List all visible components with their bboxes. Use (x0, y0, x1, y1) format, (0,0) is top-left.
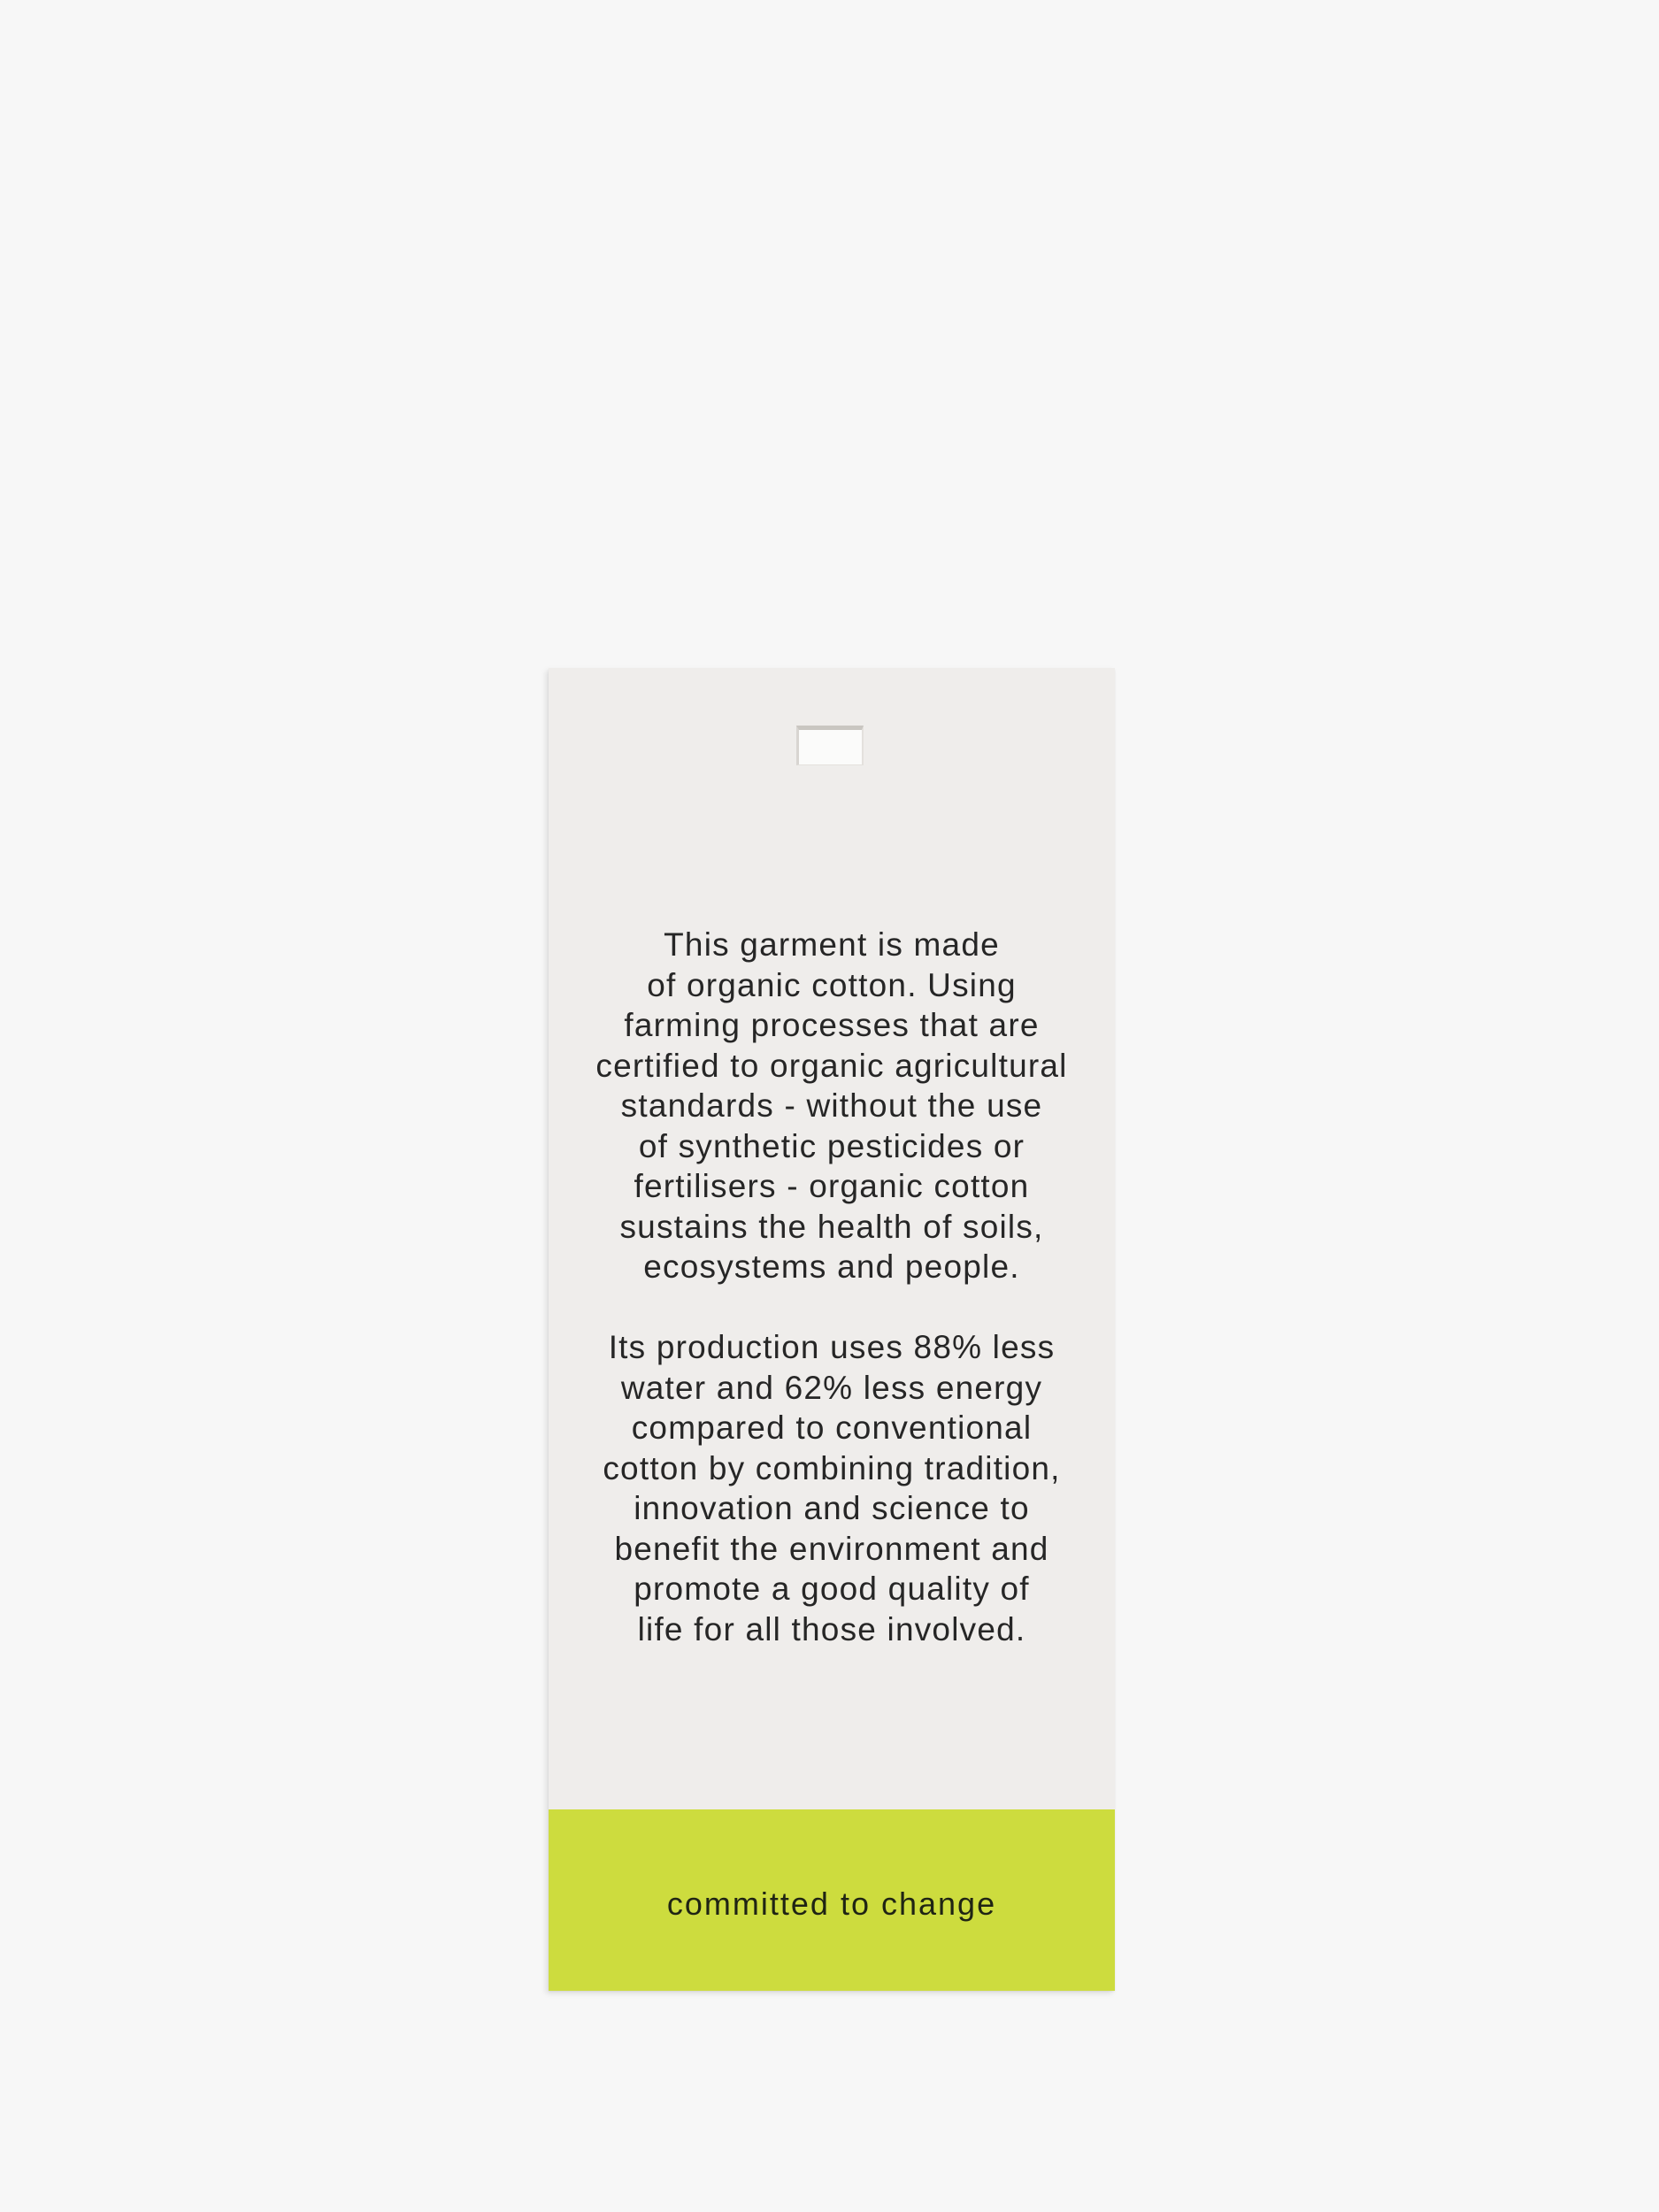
tag-hole (796, 726, 864, 765)
text-line: Its production uses 88% less (608, 1329, 1056, 1365)
text-line: cotton by combining tradition, (603, 1449, 1061, 1486)
text-line: promote a good quality of (634, 1571, 1030, 1607)
tag-paragraph-production (549, 1327, 1115, 1649)
tag-paragraph-organic-cotton (549, 925, 1115, 1287)
text-line: water and 62% less energy (620, 1369, 1043, 1406)
text-line: This garment is made (664, 926, 1000, 963)
text-line: benefit the environment and (614, 1530, 1049, 1567)
text-line: standards - without the use (620, 1087, 1043, 1124)
hang-tag (549, 668, 1115, 1991)
text-line: of synthetic pesticides or (638, 1127, 1025, 1164)
text-line: sustains the health of soils, (619, 1208, 1044, 1245)
text-line: of organic cotton. Using (647, 966, 1017, 1003)
tag-footer-text: committed to change (666, 1886, 997, 1922)
text-line: innovation and science to (634, 1490, 1030, 1526)
text-line: farming processes that are (624, 1007, 1040, 1043)
tag-footer-band (549, 1809, 1115, 1991)
text-line: life for all those involved. (637, 1610, 1026, 1647)
text-line: certified to organic agricultural (595, 1047, 1068, 1084)
text-line: ecosystems and people. (643, 1248, 1020, 1285)
tag-description (549, 925, 1115, 1649)
text-line: compared to conventional (631, 1409, 1033, 1446)
text-line: fertilisers - organic cotton (634, 1168, 1030, 1204)
